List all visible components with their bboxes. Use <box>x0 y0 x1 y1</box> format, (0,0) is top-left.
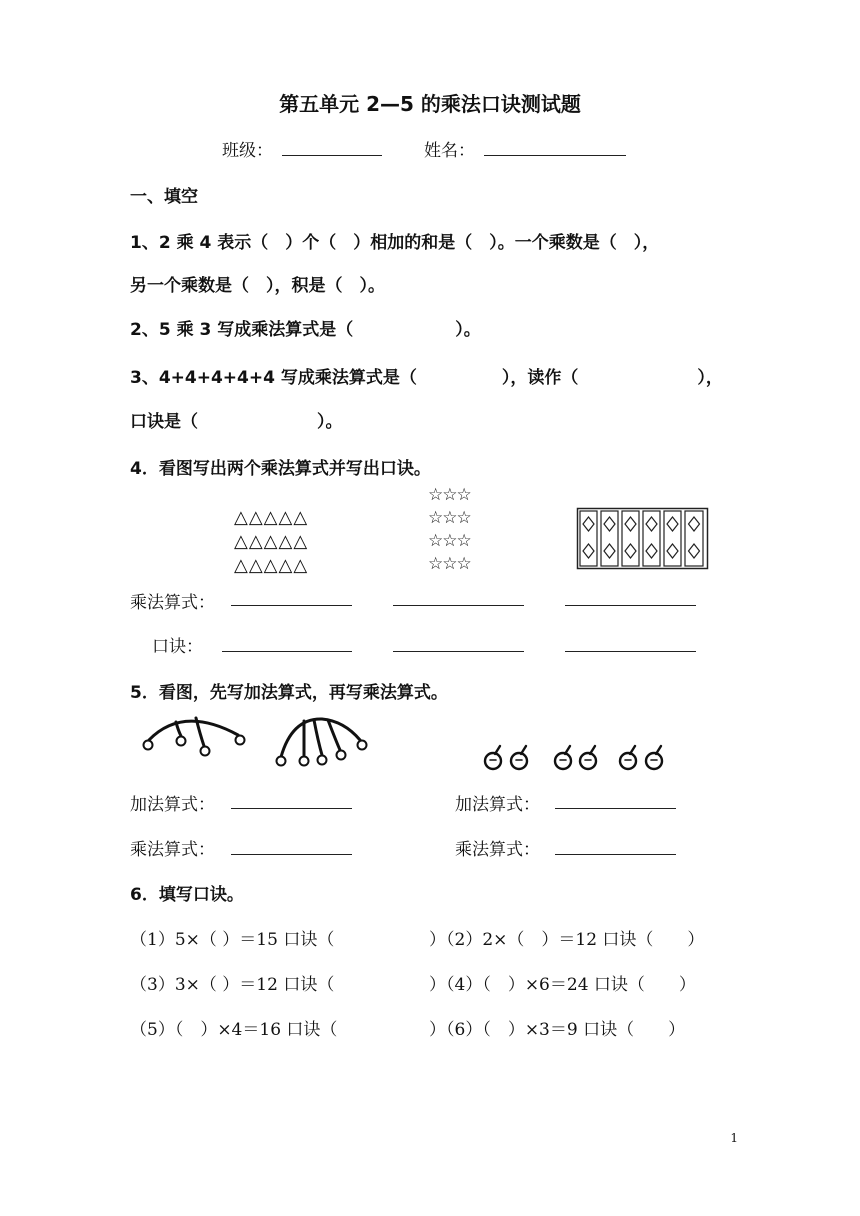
class-blank[interactable] <box>282 155 382 156</box>
question-5-heading: 5．看图，先写加法算式，再写乘法算式。 <box>130 683 448 703</box>
question-6-heading: 6．填写口诀。 <box>130 885 244 905</box>
rhyme-item-5: （5）（ ）×4＝16 口诀（ <box>130 1020 338 1040</box>
multiplication-blank-left[interactable] <box>231 854 352 855</box>
star-row: ☆☆☆ <box>428 508 471 528</box>
formula-blank-1[interactable] <box>231 605 352 606</box>
question-3-line-1: 3、4+4+4+4+4 写成乘法算式是（ ），读作（ ）， <box>130 368 723 388</box>
addition-label-right: 加法算式： <box>455 795 540 815</box>
rhyme-item-6: ）（6）（ ）×3＝9 口诀（ ） <box>429 1020 686 1040</box>
formula-label: 乘法算式： <box>130 593 215 613</box>
fruit-pairs-icon <box>480 740 670 772</box>
page-title: 第五单元 2—5 的乘法口诀测试题 <box>279 92 581 116</box>
triangle-row: △△△△△ <box>234 531 309 552</box>
question-3-line-2: 口诀是（ ）。 <box>130 412 343 432</box>
addition-blank-right[interactable] <box>555 808 676 809</box>
formula-blank-3[interactable] <box>565 605 696 606</box>
rhyme-blank-1[interactable] <box>222 651 352 652</box>
rhyme-blank-2[interactable] <box>393 651 524 652</box>
addition-blank-left[interactable] <box>231 808 352 809</box>
star-row: ☆☆☆ <box>428 485 471 505</box>
rhyme-item-2: ）（2）2×（ ）＝12 口诀（ ） <box>429 930 705 950</box>
page-number: 1 <box>730 1131 738 1145</box>
question-4-heading: 4．看图写出两个乘法算式并写出口诀。 <box>130 459 431 479</box>
rhyme-label: 口诀： <box>152 637 203 657</box>
branch-beads-icon <box>272 713 372 771</box>
star-row: ☆☆☆ <box>428 554 471 574</box>
name-blank[interactable] <box>484 155 626 156</box>
triangle-row: △△△△△ <box>234 507 309 528</box>
diamond-boxes-icon <box>576 507 711 571</box>
branch-beads-icon <box>138 710 248 765</box>
multiplication-label-left: 乘法算式： <box>130 840 215 860</box>
name-label: 姓名： <box>424 141 475 161</box>
class-label: 班级： <box>222 141 273 161</box>
section-heading: 一、填空 <box>130 187 198 207</box>
addition-label-left: 加法算式： <box>130 795 215 815</box>
star-row: ☆☆☆ <box>428 531 471 551</box>
rhyme-blank-3[interactable] <box>565 651 696 652</box>
question-2: 2、5 乘 3 写成乘法算式是（ ）。 <box>130 320 481 340</box>
question-1-line-2: 另一个乘数是（ ），积是（ ）。 <box>130 276 385 296</box>
triangle-row: △△△△△ <box>234 555 309 576</box>
multiplication-label-right: 乘法算式： <box>455 840 540 860</box>
question-1-line-1: 1、2 乘 4 表示（ ）个（ ）相加的和是（ ）。一个乘数是（ ）， <box>130 233 660 253</box>
rhyme-item-4: ）（4）（ ）×6＝24 口诀（ ） <box>429 975 696 995</box>
rhyme-item-3: （3）3×（ ）＝12 口诀（ <box>130 975 335 995</box>
formula-blank-2[interactable] <box>393 605 524 606</box>
rhyme-item-1: （1）5×（ ）＝15 口诀（ <box>130 930 335 950</box>
multiplication-blank-right[interactable] <box>555 854 676 855</box>
